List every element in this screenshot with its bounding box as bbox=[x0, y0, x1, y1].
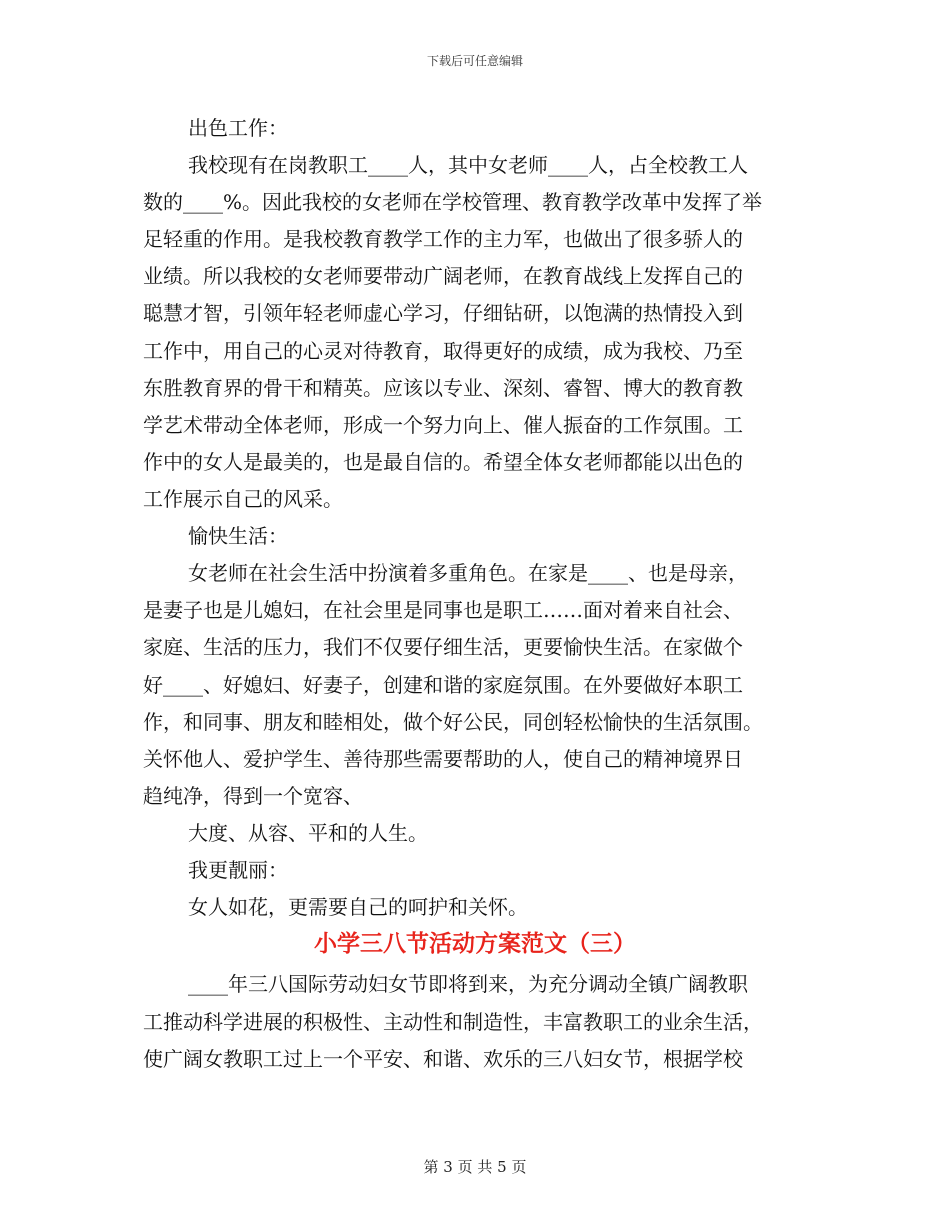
text-line: 工作展示自己的风采。 bbox=[143, 487, 343, 511]
text-line: 业绩。所以我校的女老师要带动广阔老师，在教育战线上发挥自己的 bbox=[143, 264, 743, 288]
text-line: 作，和同事、朋友和睦相处，做个好公民，同创轻松愉快的生活氛围。 bbox=[143, 710, 763, 734]
text-line: 家庭、生活的压力，我们不仅要仔细生活，更要愉快生活。在家做个 bbox=[143, 635, 743, 659]
page-number-footer: 第 3 页 共 5 页 bbox=[423, 1158, 527, 1176]
heading-happy-life: 愉快生活： bbox=[188, 524, 288, 548]
text-line: ____年三八国际劳动妇女节即将到来，为充分调动全镇广阔教职 bbox=[188, 972, 748, 996]
text-line: 大度、从容、平和的人生。 bbox=[188, 821, 428, 845]
page-header-note: 下载后可任意编辑 bbox=[426, 54, 523, 68]
text-line: 我校现有在岗教职工____人，其中女老师____人，占全校教工人 bbox=[188, 153, 748, 177]
text-line: 工推动科学进展的积极性、主动性和制造性，丰富教职工的业余生活， bbox=[143, 1010, 763, 1034]
text-line: 东胜教育界的骨干和精英。应该以专业、深刻、睿智、博大的教育教 bbox=[143, 376, 743, 400]
text-line: 作中的女人是最美的，也是最自信的。希望全体女老师都能以出色的 bbox=[143, 450, 743, 474]
text-line: 趋纯净，得到一个宽容、 bbox=[143, 784, 363, 808]
text-line: 学艺术带动全体老师，形成一个努力向上、催人振奋的工作氛围。工 bbox=[143, 413, 743, 437]
heading-more-beautiful: 我更靓丽： bbox=[188, 858, 288, 882]
text-line: 关怀他人、爱护学生、善待那些需要帮助的人，使自己的精神境界日 bbox=[143, 747, 743, 771]
text-line: 女人如花，更需要自己的呵护和关怀。 bbox=[188, 895, 528, 919]
text-line: 工作中，用自己的心灵对待教育，取得更好的成绩，成为我校、乃至 bbox=[143, 339, 743, 363]
text-line: 好____、好媳妇、好妻子，创建和谐的家庭氛围。在外要做好本职工 bbox=[143, 673, 743, 697]
heading-excellent-work: 出色工作： bbox=[188, 116, 288, 140]
text-line: 数的____%。因此我校的女老师在学校管理、教育教学改革中发挥了举 bbox=[143, 190, 763, 214]
text-line: 足轻重的作用。是我校教育教学工作的主力军，也做出了很多骄人的 bbox=[143, 227, 743, 251]
section-title: 小学三八节活动方案范文（三） bbox=[314, 931, 636, 957]
text-line: 聪慧才智，引领年轻老师虚心学习，仔细钻研，以饱满的热情投入到 bbox=[143, 301, 743, 325]
text-line: 女老师在社会生活中扮演着多重角色。在家是____、也是母亲， bbox=[188, 561, 748, 585]
text-line: 是妻子也是儿媳妇，在社会里是同事也是职工……面对着来自社会、 bbox=[143, 598, 743, 622]
text-line: 使广阔女教职工过上一个平安、和谐、欢乐的三八妇女节，根据学校 bbox=[143, 1047, 743, 1071]
